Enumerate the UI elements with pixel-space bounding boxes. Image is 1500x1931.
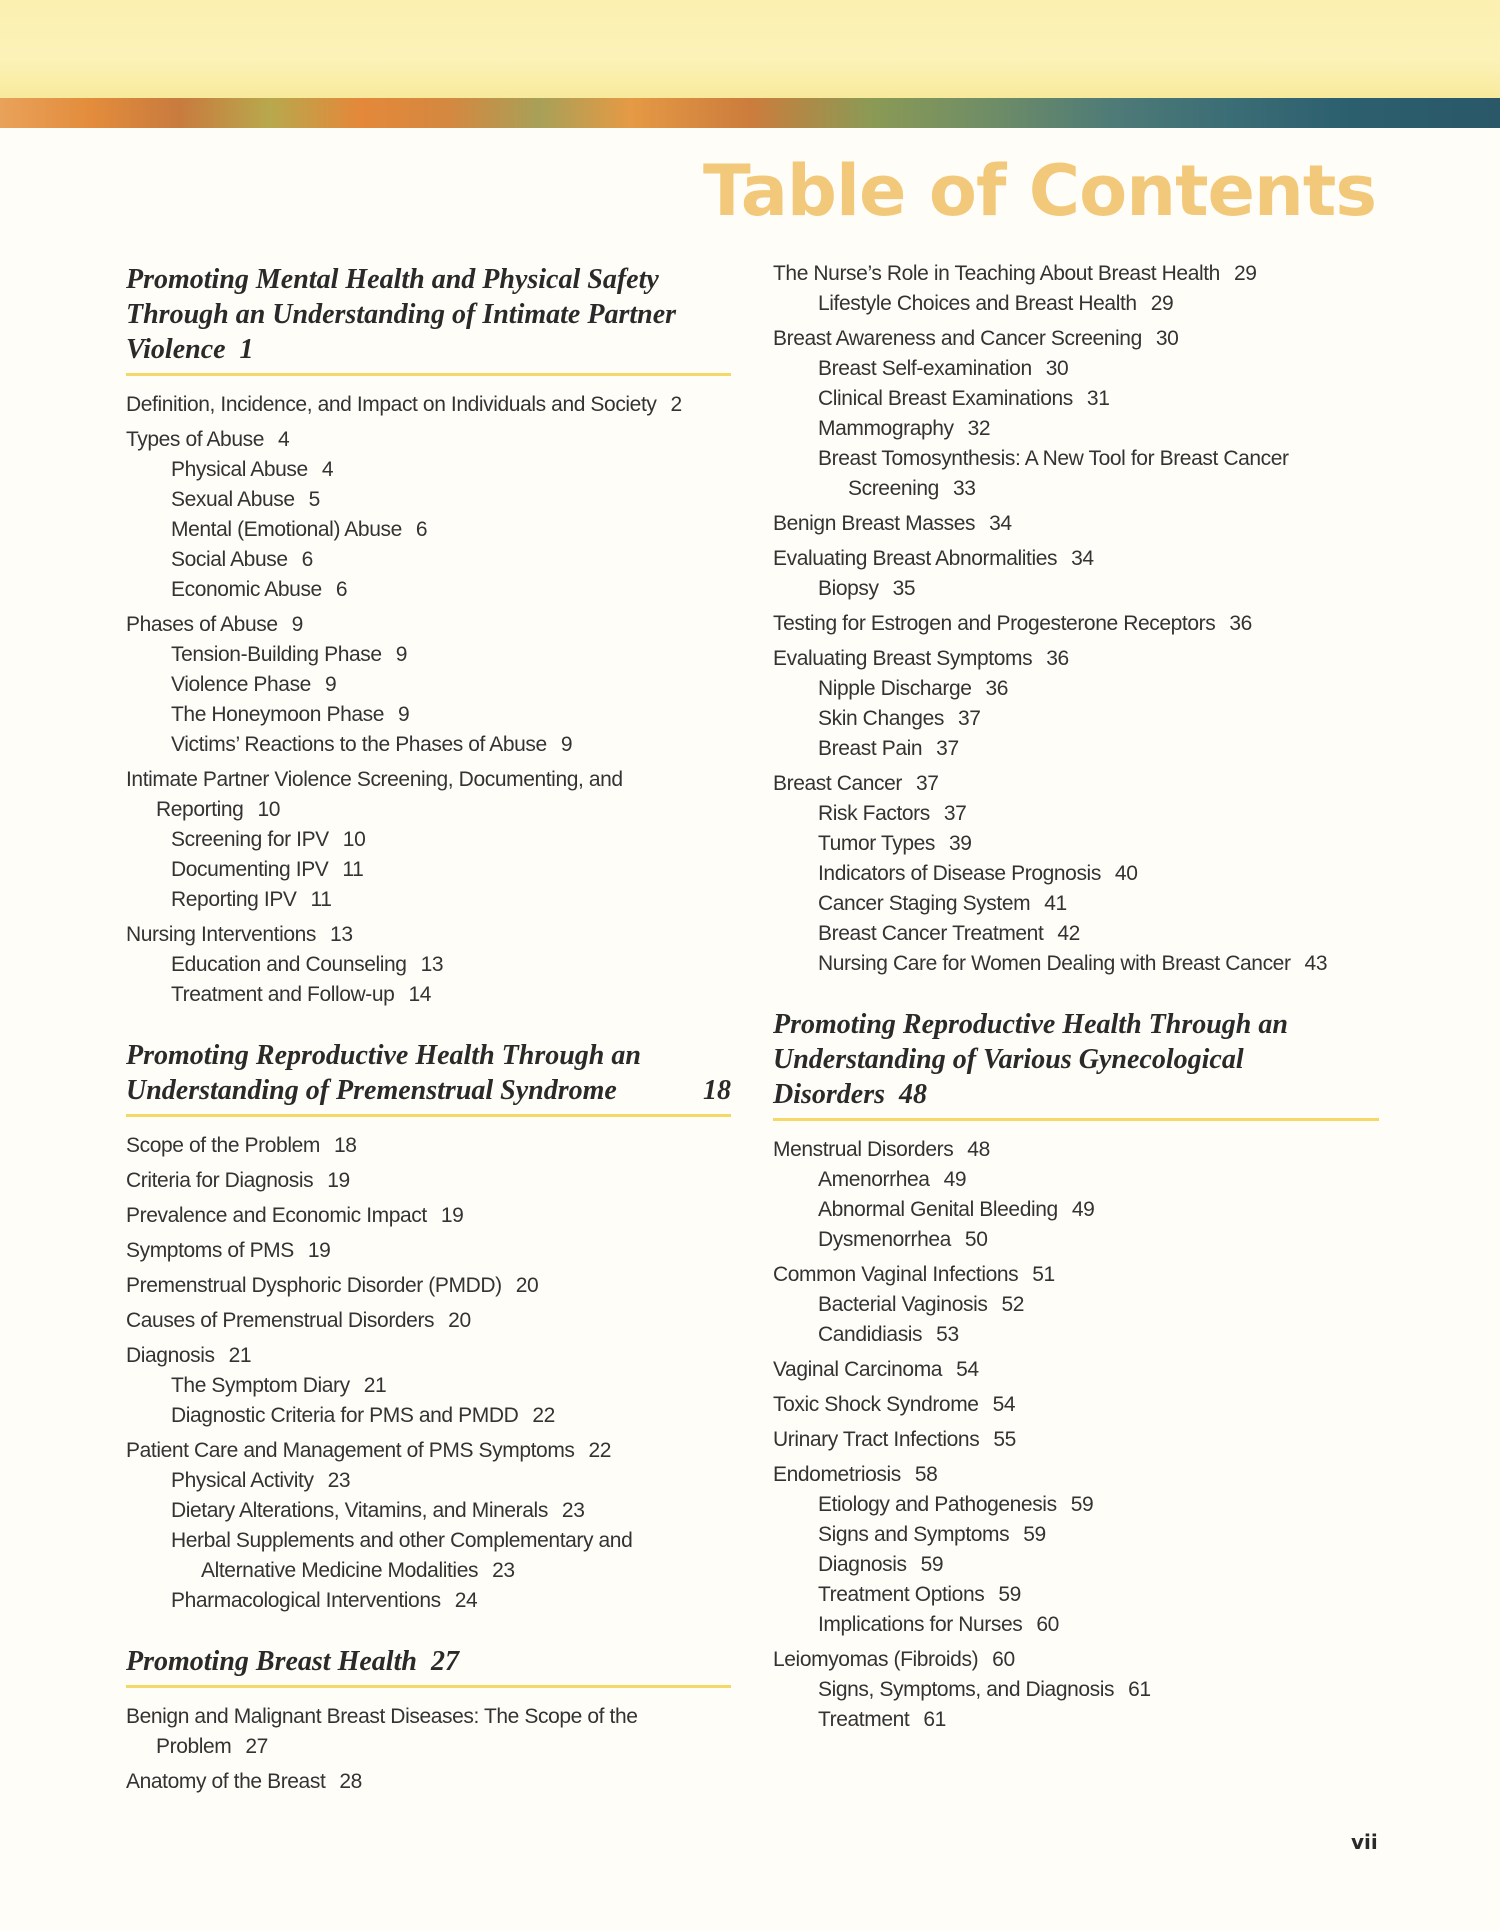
entry-title: Risk Factors — [818, 802, 930, 825]
entry-title: Mental (Emotional) Abuse — [171, 518, 402, 541]
entry-page-number: 60 — [992, 1648, 1015, 1671]
entry-title: Bacterial Vaginosis — [818, 1293, 988, 1316]
entry-page-number: 23 — [492, 1559, 515, 1582]
toc-subentry[interactable] — [126, 1586, 731, 1616]
toc-subentry[interactable] — [126, 700, 731, 730]
entry-title: Leiomyomas (Fibroids) — [773, 1648, 979, 1671]
entry-page-number: 53 — [936, 1323, 959, 1346]
toc-entry[interactable] — [126, 390, 731, 420]
entry-title: Common Vaginal Infections — [773, 1263, 1019, 1286]
toc-subentry[interactable] — [773, 859, 1379, 889]
toc-entry[interactable] — [773, 324, 1379, 354]
entry-page-number: 6 — [415, 518, 428, 541]
toc-subentry[interactable] — [773, 949, 1379, 979]
toc-subentry[interactable] — [773, 1610, 1379, 1640]
entry-title: Benign and Malignant Breast Diseases: The Scope of the Problem — [126, 1705, 638, 1758]
entry-title: Benign Breast Masses — [773, 512, 976, 535]
toc-subentry[interactable] — [773, 1165, 1379, 1195]
entry-title: Etiology and Pathogenesis — [818, 1493, 1057, 1516]
entry-title: Mammography — [818, 417, 954, 440]
entry-title: Tension-Building Phase — [171, 643, 382, 666]
entry-title: Symptoms of PMS — [126, 1239, 294, 1262]
toc-entry[interactable] — [126, 425, 731, 455]
entry-page-number: 18 — [333, 1134, 357, 1157]
entry-page-number: 23 — [327, 1469, 351, 1492]
toc-subentry[interactable] — [126, 515, 731, 545]
chapter-heading[interactable] — [126, 1038, 731, 1117]
entry-page-number: 59 — [998, 1583, 1021, 1606]
entry-page-number: 33 — [952, 477, 976, 500]
entry-title: The Nurse’s Role in Teaching About Breast Health — [773, 262, 1220, 285]
entry-title: Lifestyle Choices and Breast Health — [818, 292, 1137, 315]
entry-page-number: 11 — [310, 888, 332, 911]
section-spacer — [126, 1010, 731, 1038]
toc-subentry[interactable] — [126, 825, 731, 855]
entry-title: Documenting IPV — [171, 858, 329, 881]
entry-page-number: 9 — [395, 643, 407, 666]
toc-subentry[interactable] — [773, 354, 1379, 384]
toc-subentry[interactable] — [126, 885, 731, 915]
entry-page-number: 40 — [1114, 862, 1138, 885]
entry-title: Social Abuse — [171, 548, 288, 571]
entry-page-number: 10 — [257, 798, 281, 821]
toc-entry[interactable] — [773, 259, 1379, 289]
toc-subentry[interactable] — [126, 855, 731, 885]
entry-page-number: 37 — [943, 802, 967, 825]
entry-page-number: 20 — [515, 1274, 539, 1297]
toc-subentry[interactable] — [773, 414, 1379, 444]
entry-title: Implications for Nurses — [818, 1613, 1023, 1636]
toc-entry[interactable] — [773, 1645, 1379, 1675]
entry-page-number: 28 — [339, 1770, 362, 1793]
entry-title: Nursing Care for Women Dealing with Breast Cancer — [818, 952, 1291, 975]
toc-entry[interactable] — [126, 1767, 731, 1797]
toc-subentry[interactable] — [126, 545, 731, 575]
toc-subentry[interactable] — [126, 950, 731, 980]
entry-title: Sexual Abuse — [171, 488, 295, 511]
entry-page-number: 32 — [967, 417, 991, 440]
entry-page-number: 49 — [943, 1168, 967, 1191]
toc-subentry[interactable] — [773, 799, 1379, 829]
entry-title: Evaluating Breast Abnormalities — [773, 547, 1058, 570]
entry-page-number: 34 — [1071, 547, 1094, 570]
toc-right-column — [773, 254, 1379, 1735]
toc-entry[interactable] — [773, 1425, 1379, 1455]
entry-title: Breast Awareness and Cancer Screening — [773, 327, 1142, 350]
entry-title: Breast Cancer Treatment — [818, 922, 1044, 945]
toc-subentry[interactable] — [773, 1225, 1379, 1255]
toc-subentry[interactable] — [773, 1580, 1379, 1610]
toc-entry[interactable] — [126, 1341, 731, 1371]
entry-page-number: 37 — [957, 707, 981, 730]
entry-title: Physical Abuse — [171, 458, 308, 481]
entry-page-number: 13 — [420, 953, 444, 976]
entry-page-number: 59 — [1070, 1493, 1094, 1516]
toc-entry[interactable] — [773, 644, 1379, 674]
page-title: Table of Contents — [702, 150, 1376, 232]
toc-subentry[interactable] — [773, 1320, 1379, 1350]
entry-page-number: 6 — [335, 578, 348, 601]
entry-page-number: 36 — [985, 677, 1009, 700]
entry-page-number: 50 — [964, 1228, 988, 1251]
toc-entry[interactable] — [773, 1460, 1379, 1490]
toc-subentry[interactable] — [773, 289, 1379, 319]
toc-entry[interactable] — [773, 1355, 1379, 1385]
toc-entry[interactable] — [773, 1390, 1379, 1420]
entry-page-number: 29 — [1233, 262, 1257, 285]
entry-title: Indicators of Disease Prognosis — [818, 862, 1101, 885]
entry-title: Treatment — [818, 1708, 910, 1731]
entry-page-number: 9 — [398, 703, 410, 726]
chapter-heading[interactable] — [126, 262, 731, 376]
toc-subentry[interactable] — [126, 640, 731, 670]
entry-page-number: 29 — [1150, 292, 1174, 315]
entry-page-number: 9 — [291, 613, 303, 636]
toc-subentry[interactable] — [126, 485, 731, 515]
entry-page-number: 20 — [448, 1309, 471, 1332]
entry-title: Breast Cancer — [773, 772, 903, 795]
entry-page-number: 19 — [307, 1239, 331, 1262]
toc-subentry[interactable] — [773, 1550, 1379, 1580]
entry-title: Cancer Staging System — [818, 892, 1031, 915]
entry-title: Urinary Tract Infections — [773, 1428, 980, 1451]
entry-title: Signs and Symptoms — [818, 1523, 1010, 1546]
entry-title: Dietary Alterations, Vitamins, and Minerals — [171, 1499, 548, 1522]
entry-title: Definition, Incidence, and Impact on Individuals and Society — [126, 393, 657, 416]
entry-title: Treatment and Follow-up — [171, 983, 395, 1006]
entry-page-number: 41 — [1044, 892, 1067, 915]
entry-title: Phases of Abuse — [126, 613, 278, 636]
entry-page-number: 22 — [588, 1439, 612, 1462]
section-spacer — [773, 979, 1379, 1007]
entry-page-number: 61 — [923, 1708, 946, 1731]
entry-title: Diagnosis — [818, 1553, 907, 1576]
entry-title: Education and Counseling — [171, 953, 407, 976]
entry-page-number: 9 — [560, 733, 573, 756]
header-color-strip — [0, 98, 1500, 128]
entry-page-number: 60 — [1036, 1613, 1059, 1636]
chapter-page-number: 27 — [430, 1646, 459, 1677]
entry-title: Economic Abuse — [171, 578, 322, 601]
entry-page-number: 13 — [330, 923, 353, 946]
entry-page-number: 23 — [561, 1499, 585, 1522]
toc-subentry[interactable] — [773, 1675, 1379, 1705]
toc-entry[interactable] — [773, 509, 1379, 539]
entry-title: Clinical Breast Examinations — [818, 387, 1073, 410]
entry-title: Breast Self-examination — [818, 357, 1032, 380]
toc-left-column — [126, 262, 731, 1797]
chapter-title: Promoting Reproductive Health Through an Understanding of Various Gynecological Disorders — [773, 1009, 1288, 1110]
toc-subentry[interactable] — [126, 1371, 731, 1401]
entry-page-number: 5 — [308, 488, 320, 511]
entry-title: The Honeymoon Phase — [171, 703, 385, 726]
entry-page-number: 21 — [363, 1374, 387, 1397]
toc-entry[interactable] — [773, 1260, 1379, 1290]
entry-title: Diagnostic Criteria for PMS and PMDD — [171, 1404, 519, 1427]
toc-subentry[interactable] — [126, 575, 731, 605]
entry-page-number: 54 — [992, 1393, 1016, 1416]
chapter-title: Promoting Reproductive Health Through an Understanding of Premenstrual Syndrome — [126, 1040, 641, 1106]
entry-page-number: 19 — [327, 1169, 350, 1192]
chapter-title: Promoting Mental Health and Physical Safety Through an Understanding of Intimate Partner Violence — [126, 264, 677, 365]
entry-page-number: 51 — [1032, 1263, 1055, 1286]
entry-page-number: 61 — [1128, 1678, 1151, 1701]
entry-page-number: 19 — [440, 1204, 464, 1227]
entry-page-number: 22 — [532, 1404, 555, 1427]
entry-title: Intimate Partner Violence Screening, Documenting, and Reporting — [126, 768, 623, 821]
toc-entry[interactable] — [126, 920, 731, 950]
toc-subentry[interactable] — [126, 1466, 731, 1496]
entry-page-number: 37 — [916, 772, 939, 795]
entry-title: The Symptom Diary — [171, 1374, 350, 1397]
toc-entry[interactable] — [773, 609, 1379, 639]
entry-title: Criteria for Diagnosis — [126, 1169, 314, 1192]
entry-page-number: 4 — [278, 428, 290, 451]
entry-title: Amenorrhea — [818, 1168, 930, 1191]
toc-entry[interactable] — [126, 1201, 731, 1231]
toc-entry[interactable] — [126, 1436, 731, 1466]
entry-title: Endometriosis — [773, 1463, 901, 1486]
entry-page-number: 21 — [228, 1344, 252, 1367]
entry-page-number: 34 — [989, 512, 1012, 535]
toc-subentry[interactable] — [773, 1705, 1379, 1735]
entry-title: Breast Pain — [818, 737, 923, 760]
entry-page-number: 54 — [956, 1358, 979, 1381]
toc-entry[interactable] — [126, 1702, 731, 1762]
toc-subentry[interactable] — [773, 734, 1379, 764]
entry-page-number: 42 — [1057, 922, 1080, 945]
entry-page-number: 52 — [1001, 1293, 1024, 1316]
entry-page-number: 35 — [892, 577, 916, 600]
chapter-heading[interactable] — [126, 1644, 731, 1688]
toc-entry[interactable] — [126, 765, 731, 825]
chapter-page-number: 48 — [899, 1079, 928, 1110]
entry-title: Evaluating Breast Symptoms — [773, 647, 1033, 670]
toc-entry[interactable] — [126, 1306, 731, 1336]
toc-entry[interactable] — [126, 610, 731, 640]
header-yellow-band — [0, 0, 1500, 98]
toc-subentry[interactable] — [126, 730, 731, 760]
entry-title: Types of Abuse — [126, 428, 264, 451]
entry-page-number: 49 — [1071, 1198, 1095, 1221]
chapter-page-number: 1 — [239, 334, 254, 365]
entry-title: Nursing Interventions — [126, 923, 317, 946]
entry-title: Victims’ Reactions to the Phases of Abuse — [171, 733, 547, 756]
toc-entry[interactable] — [773, 769, 1379, 799]
toc-subentry[interactable] — [126, 1526, 731, 1586]
entry-title: Treatment Options — [818, 1583, 985, 1606]
entry-title: Abnormal Genital Bleeding — [818, 1198, 1058, 1221]
entry-page-number: 27 — [245, 1735, 268, 1758]
entry-page-number: 58 — [914, 1463, 938, 1486]
entry-page-number: 9 — [324, 673, 337, 696]
entry-title: Breast Tomosynthesis: A New Tool for Breast Cancer Screening — [818, 447, 1289, 500]
entry-page-number: 36 — [1229, 612, 1252, 635]
toc-subentry[interactable] — [773, 1195, 1379, 1225]
entry-page-number: 4 — [321, 458, 334, 481]
toc-subentry[interactable] — [773, 1490, 1379, 1520]
entry-title: Reporting IPV — [171, 888, 297, 911]
entry-page-number: 59 — [920, 1553, 944, 1576]
entry-title: Biopsy — [818, 577, 879, 600]
entry-page-number: 14 — [408, 983, 432, 1006]
entry-title: Patient Care and Management of PMS Symptoms — [126, 1439, 575, 1462]
entry-title: Pharmacological Interventions — [171, 1589, 441, 1612]
entry-page-number: 2 — [670, 393, 682, 416]
toc-entry[interactable] — [773, 544, 1379, 574]
entry-title: Prevalence and Economic Impact — [126, 1204, 427, 1227]
page-number: vii — [1351, 1830, 1378, 1854]
toc-subentry[interactable] — [773, 919, 1379, 949]
section-spacer — [126, 1616, 731, 1644]
toc-entry[interactable] — [773, 1135, 1379, 1165]
entry-page-number: 43 — [1304, 952, 1328, 975]
toc-entry[interactable] — [126, 1271, 731, 1301]
toc-entry[interactable] — [126, 1166, 731, 1196]
toc-subentry[interactable] — [126, 980, 731, 1010]
entry-title: Diagnosis — [126, 1344, 215, 1367]
entry-page-number: 39 — [948, 832, 972, 855]
entry-title: Causes of Premenstrual Disorders — [126, 1309, 435, 1332]
entry-page-number: 48 — [967, 1138, 990, 1161]
entry-page-number: 31 — [1086, 387, 1110, 410]
toc-subentry[interactable] — [126, 455, 731, 485]
entry-title: Nipple Discharge — [818, 677, 972, 700]
toc-subentry[interactable] — [126, 1496, 731, 1526]
toc-subentry[interactable] — [126, 1401, 731, 1431]
toc-entry[interactable] — [126, 1131, 731, 1161]
entry-page-number: 30 — [1045, 357, 1069, 380]
entry-page-number: 59 — [1023, 1523, 1046, 1546]
toc-subentry[interactable] — [773, 574, 1379, 604]
chapter-heading[interactable] — [773, 1007, 1379, 1121]
entry-title: Physical Activity — [171, 1469, 314, 1492]
chapter-page-number: 18 — [703, 1075, 731, 1106]
entry-page-number: 24 — [454, 1589, 478, 1612]
entry-title: Violence Phase — [171, 673, 311, 696]
toc-subentry[interactable] — [126, 670, 731, 700]
entry-title: Menstrual Disorders — [773, 1138, 954, 1161]
entry-title: Scope of the Problem — [126, 1134, 320, 1157]
toc-subentry[interactable] — [773, 829, 1379, 859]
chapter-title: Promoting Breast Health — [126, 1646, 417, 1677]
entry-page-number: 10 — [342, 828, 366, 851]
toc-subentry[interactable] — [773, 384, 1379, 414]
entry-page-number: 6 — [301, 548, 313, 571]
toc-subentry[interactable] — [773, 1290, 1379, 1320]
entry-page-number: 37 — [936, 737, 959, 760]
entry-title: Dysmenorrhea — [818, 1228, 951, 1251]
entry-title: Vaginal Carcinoma — [773, 1358, 943, 1381]
entry-title: Candidiasis — [818, 1323, 923, 1346]
entry-page-number: 36 — [1046, 647, 1069, 670]
entry-page-number: 11 — [342, 858, 364, 881]
entry-title: Screening for IPV — [171, 828, 329, 851]
toc-subentry[interactable] — [773, 1520, 1379, 1550]
entry-title: Premenstrual Dysphoric Disorder (PMDD) — [126, 1274, 502, 1297]
toc-subentry[interactable] — [773, 704, 1379, 734]
entry-title: Skin Changes — [818, 707, 944, 730]
entry-title: Anatomy of the Breast — [126, 1770, 326, 1793]
entry-page-number: 55 — [993, 1428, 1016, 1451]
toc-subentry[interactable] — [773, 444, 1379, 504]
toc-subentry[interactable] — [773, 674, 1379, 704]
toc-subentry[interactable] — [773, 889, 1379, 919]
entry-page-number: 30 — [1155, 327, 1179, 350]
entry-title: Tumor Types — [818, 832, 935, 855]
entry-title: Toxic Shock Syndrome — [773, 1393, 979, 1416]
entry-title: Herbal Supplements and other Complementary and Alternative Medicine Modalities — [171, 1529, 633, 1582]
toc-entry[interactable] — [126, 1236, 731, 1266]
entry-title: Signs, Symptoms, and Diagnosis — [818, 1678, 1115, 1701]
entry-title: Testing for Estrogen and Progesterone Receptors — [773, 612, 1216, 635]
